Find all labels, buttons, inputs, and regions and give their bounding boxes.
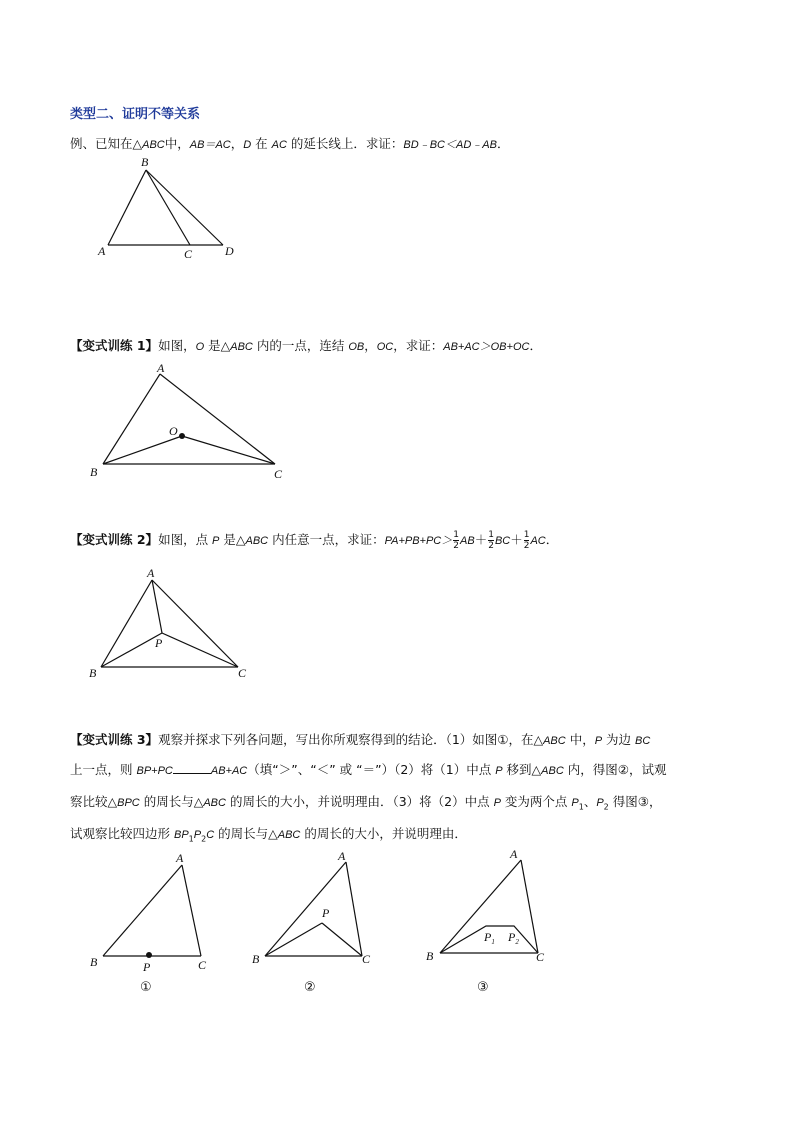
label-b: B	[89, 666, 97, 680]
label-c: C	[198, 958, 207, 972]
label-p1: $P_1$	[484, 930, 495, 946]
label-c: C	[184, 247, 193, 261]
segment-ac	[182, 865, 201, 956]
label-d: D	[225, 244, 234, 258]
variant3-figure-1	[85, 848, 225, 996]
answer-blank[interactable]	[173, 763, 211, 774]
label-a: A	[338, 849, 346, 863]
variant3-line2: 上一点，则 BP+PC AB+AC（填“＞”、“＜” 或 “＝”）（2）将（1）中点 P 移到△ABC 内，得图②，试观	[70, 762, 667, 777]
segment-ab	[108, 170, 146, 245]
label-p: P	[322, 906, 330, 920]
label-o: O	[169, 424, 178, 438]
point-o	[179, 433, 185, 439]
caption-3: ③	[477, 980, 489, 995]
segment-ab	[103, 865, 182, 956]
fraction-half: $\frac{1}{2}$	[523, 530, 530, 551]
example-figure	[90, 155, 260, 265]
label-p2: $P_2$	[508, 930, 519, 946]
segment-ac	[160, 374, 275, 464]
variant3-line3: 察比较△BPC 的周长与△ABC 的周长的大小，并说明理由．（3）将（2）中点 P 变为两个点 $P_1$、$P_2$ 得图③，	[70, 794, 662, 812]
label-c: C	[274, 467, 283, 481]
segment-ab	[265, 862, 346, 956]
label-b: B	[252, 952, 260, 966]
segment-bd	[146, 170, 223, 245]
segment-ab	[101, 580, 152, 667]
label-c: C	[536, 950, 545, 964]
variant3-figure-2	[245, 843, 385, 996]
segment-ac	[346, 862, 362, 956]
variant3-line4: 试观察比较四边形 $BP_1P_2C$ 的周长与△ABC 的周长的大小，并说明理由．	[70, 826, 467, 844]
label-b: B	[426, 949, 434, 963]
segment-pc	[162, 633, 238, 667]
variant1-statement: 【变式训练 1】如图，O 是△ABC 内的一点，连结 OB，OC，求证：AB+AC＞OB+OC．	[70, 338, 542, 353]
label-p: P	[143, 960, 151, 974]
segment-oc	[182, 436, 275, 464]
segment-pb	[101, 633, 162, 667]
label-a: A	[157, 361, 165, 375]
label-b: B	[141, 155, 149, 169]
label-b: B	[90, 955, 98, 969]
fraction-half: $\frac{1}{2}$	[453, 530, 459, 551]
section-title: 类型二、证明不等关系	[70, 107, 201, 122]
caption-1: ①	[140, 980, 152, 995]
variant1-figure	[85, 358, 295, 483]
segment-ac	[521, 860, 538, 953]
example-statement: 例、已知在△ABC中，AB＝AC，D 在 AC 的延长线上．求证：BD﹣BC＜AD﹣AB．	[70, 136, 510, 151]
label-p: P	[155, 636, 163, 650]
label-a: A	[510, 847, 518, 861]
variant3-figure-3	[415, 840, 560, 996]
fraction-half: $\frac{1}{2}$	[488, 530, 494, 551]
segment-bc	[146, 170, 190, 245]
caption-2: ②	[304, 980, 316, 995]
label-a: A	[176, 851, 184, 865]
label-c: C	[238, 666, 247, 680]
segment-pc	[322, 923, 362, 956]
label-a: A	[147, 566, 155, 580]
segment-bp	[265, 923, 322, 956]
label-b: B	[90, 465, 98, 479]
variant3-line1: 【变式训练 3】观察并探求下列各问题，写出你所观察得到的结论．（1）如图①，在△ABC 中，P 为边 BC	[70, 732, 651, 747]
variant2-statement: 【变式训练 2】如图，点 P 是△ABC 内任意一点，求证：PA+PB+PC＞ $\frac{1}{2}$ AB＋ $\frac{1}{2}$ BC＋ $\frac{1}{2}$ AC．	[70, 530, 559, 551]
variant2-figure	[85, 563, 260, 683]
segment-ob	[103, 436, 182, 464]
label-a: A	[98, 244, 106, 258]
label-c: C	[362, 952, 371, 966]
segment-ab	[103, 374, 160, 464]
point-p	[146, 952, 152, 958]
segment-ac	[152, 580, 238, 667]
